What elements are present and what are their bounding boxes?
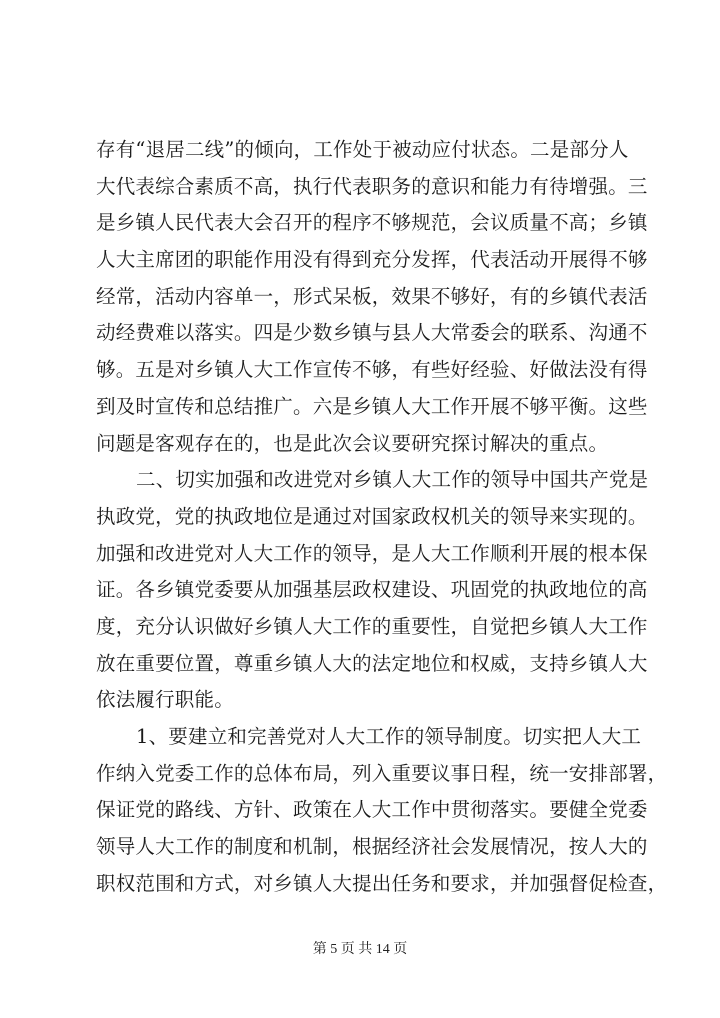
text-line: 经常，活动内容单一，形式呆板，效果不够好，有的乡镇代表活 bbox=[96, 284, 648, 308]
text-line: 到及时宣传和总结推广。六是乡镇人大工作开展不够平衡。这些 bbox=[96, 394, 648, 418]
text-line: 度，充分认识做好乡镇人大工作的重要性，自觉把乡镇人大工作 bbox=[96, 614, 648, 638]
text-line: 职权范围和方式，对乡镇人大提出任务和要求，并加强督促检查， bbox=[96, 871, 668, 895]
text-line: 够。五是对乡镇人大工作宣传不够，有些好经验、好做法没有得 bbox=[96, 358, 648, 382]
text-line: 保证党的路线、方针、政策在人大工作中贯彻落实。要健全党委 bbox=[96, 798, 648, 822]
numbered-item-line: 1、要建立和完善党对人大工作的领导制度。切实把人大工 bbox=[136, 725, 642, 748]
text-line: 问题是客观存在的，也是此次会议要研究探讨解决的重点。 bbox=[96, 431, 609, 455]
text-line: 证。各乡镇党委要从加强基层政权建设、巩固党的执政地位的高 bbox=[96, 578, 648, 602]
text-line: 依法履行职能。 bbox=[96, 688, 234, 712]
text-line: 执政党，党的执政地位是通过对国家政权机关的领导来实现的。 bbox=[96, 504, 648, 528]
text-line: 存有“退居二线”的倾向，工作处于被动应付状态。二是部分人 bbox=[96, 138, 629, 161]
text-line: 加强和改进党对人大工作的领导，是人大工作顺利开展的根本保 bbox=[96, 541, 648, 565]
text-line: 人大主席团的职能作用没有得到充分发挥，代表活动开展得不够 bbox=[96, 248, 648, 272]
document-body bbox=[96, 132, 668, 902]
text-line: 大代表综合素质不高，执行代表职务的意识和能力有待增强。三 bbox=[96, 174, 648, 198]
page-number-footer: 第 5 页 共 14 页 bbox=[312, 942, 408, 957]
section-heading-line: 二、切实加强和改进党对乡镇人大工作的领导中国共产党是 bbox=[136, 468, 649, 492]
text-line: 动经费难以落实。四是少数乡镇与县人大常委会的联系、沟通不 bbox=[96, 321, 648, 345]
text-line: 作纳入党委工作的总体布局，列入重要议事日程，统一安排部署， bbox=[96, 761, 668, 785]
text-line: 放在重要位置，尊重乡镇人大的法定地位和权威，支持乡镇人大 bbox=[96, 651, 648, 675]
text-line: 领导人大工作的制度和机制，根据经济社会发展情况，按人大的 bbox=[96, 835, 648, 859]
text-line: 是乡镇人民代表大会召开的程序不够规范，会议质量不高；乡镇 bbox=[96, 211, 648, 235]
